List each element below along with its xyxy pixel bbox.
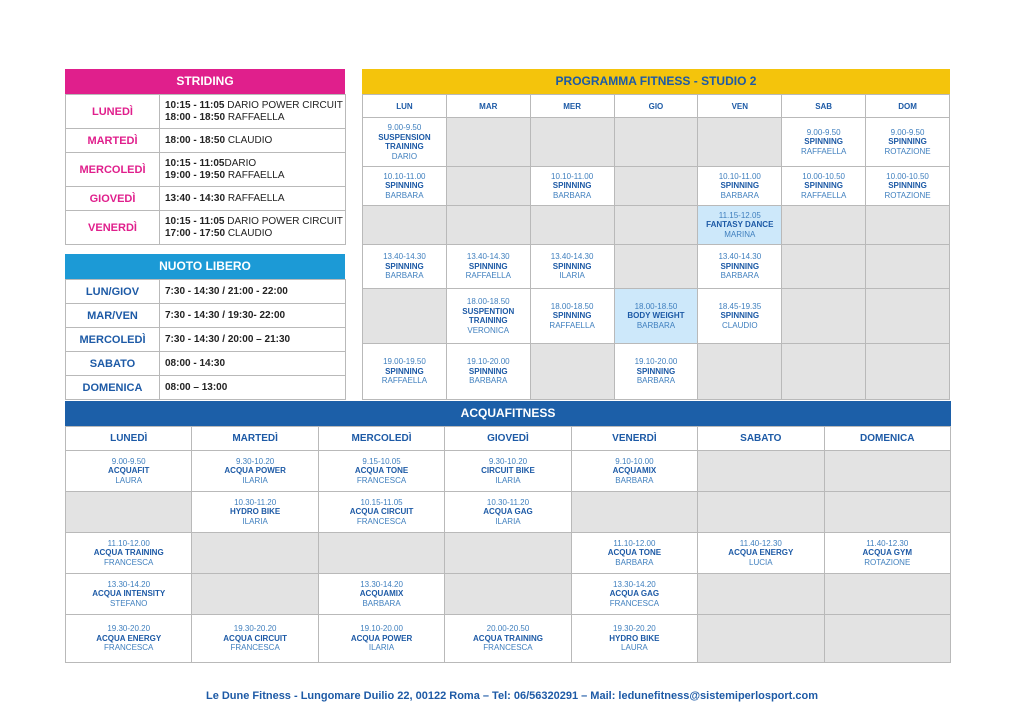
slot-time: 19.30-20.20	[233, 624, 277, 634]
slot-time: 10.10-11.00	[718, 171, 761, 181]
slot-time: 19.10-20.00	[466, 357, 510, 367]
acqua-day-header: MERCOLEDÌ	[318, 427, 444, 451]
slot-time: 18.45-19.35	[718, 301, 762, 311]
slot-class: ACQUA TRAINING	[473, 633, 543, 643]
nuoto-row	[66, 376, 346, 400]
striding-line	[165, 216, 345, 228]
instructor-name: DARIO	[224, 157, 257, 169]
slot-time: 9.00-9.50	[806, 127, 841, 137]
empty-slot	[698, 118, 782, 167]
striding-times	[160, 211, 346, 245]
slot-class: ACQUA POWER	[224, 466, 286, 476]
slot-instructor: FRANCESCA	[356, 475, 407, 485]
slot-instructor: FRANCESCA	[104, 643, 154, 653]
studio-slot	[530, 289, 614, 344]
empty-slot	[698, 574, 824, 615]
slot-time: 9.00-9.50	[890, 127, 925, 137]
nuoto-day: LUN/GIOV	[66, 280, 160, 304]
class-time: 10:15 - 11:05	[165, 157, 225, 169]
slot-class: SPINNING	[888, 181, 927, 191]
slot-class: ACQUAMIX	[359, 589, 404, 599]
striding-line	[165, 193, 345, 205]
studio-slot	[782, 118, 866, 167]
empty-slot	[824, 615, 950, 663]
slot-instructor: ILARIA	[495, 475, 521, 485]
empty-slot	[824, 492, 950, 533]
slot-instructor: BARBARA	[552, 190, 592, 200]
acqua-slot	[318, 451, 444, 492]
slot-time: 11.40-12.30	[739, 538, 782, 548]
studio-slot	[614, 289, 698, 344]
acqua-row	[66, 533, 951, 574]
empty-slot	[698, 344, 782, 400]
slot-time: 10.30-11.20	[486, 497, 530, 507]
striding-table	[65, 94, 346, 245]
studio-day-header: MER	[530, 95, 614, 118]
nuoto-time: 7:30 - 14:30 / 21:00 - 22:00	[160, 280, 346, 304]
instructor-name: RAFFAELLA	[225, 169, 285, 181]
instructor-name: CLAUDIO	[225, 227, 273, 239]
studio2-table	[362, 94, 950, 400]
slot-time: 10.00-10.50	[886, 171, 929, 181]
acqua-slot	[824, 533, 950, 574]
nuoto-row	[66, 352, 346, 376]
empty-slot	[824, 451, 950, 492]
slot-time: 13.40-14.30	[718, 252, 762, 262]
studio-row	[363, 245, 950, 289]
studio-row	[363, 167, 950, 206]
slot-instructor: LUCIA	[749, 557, 773, 567]
acqua-slot	[318, 492, 444, 533]
nuoto-title: NUOTO LIBERO	[65, 254, 345, 279]
nuoto-time: 08:00 – 13:00	[160, 376, 346, 400]
acqua-row	[66, 615, 951, 663]
studio-row	[363, 206, 950, 245]
acqua-slot	[192, 451, 318, 492]
slot-time: 13.30-14.20	[613, 579, 656, 589]
slot-instructor: BARBARA	[615, 557, 654, 567]
striding-line	[165, 158, 345, 170]
studio-slot	[446, 344, 530, 400]
slot-class: SPINNING	[804, 137, 843, 147]
acqua-slot	[66, 451, 192, 492]
acqua-row	[66, 451, 951, 492]
empty-slot	[866, 344, 950, 400]
slot-time: 18.00-18.50	[466, 297, 510, 306]
empty-slot	[192, 574, 318, 615]
empty-slot	[782, 344, 866, 400]
instructor-name: DARIO POWER CIRCUIT	[224, 215, 343, 227]
acqua-slot	[571, 533, 697, 574]
empty-slot	[571, 492, 697, 533]
slot-time: 19.10-20.00	[634, 357, 678, 367]
slot-time: 18.00-18.50	[550, 301, 594, 311]
slot-instructor: BARBARA	[720, 271, 759, 281]
slot-instructor: BARBARA	[720, 190, 759, 200]
striding-section	[65, 69, 345, 245]
slot-instructor: RAFFAELLA	[465, 271, 511, 281]
slot-instructor: FRANCESCA	[356, 516, 407, 526]
nuoto-day: DOMENICA	[66, 376, 160, 400]
striding-line	[165, 135, 345, 147]
acqua-slot	[571, 451, 697, 492]
striding-day: MERCOLEDÌ	[66, 153, 160, 187]
studio-slot	[530, 167, 614, 206]
slot-class: ACQUA ENERGY	[96, 633, 162, 643]
slot-time: 13.40-14.30	[466, 252, 510, 262]
nuoto-row	[66, 280, 346, 304]
studio2-title: PROGRAMMA FITNESS - STUDIO 2	[362, 69, 950, 94]
nuoto-day: MAR/VEN	[66, 304, 160, 328]
slot-time: 19.30-20.20	[613, 624, 656, 634]
slot-class: BODY WEIGHT	[627, 311, 685, 321]
class-time: 13:40 - 14:30	[165, 192, 226, 204]
slot-instructor: ROTAZIONE	[864, 557, 911, 567]
acqua-row	[66, 574, 951, 615]
slot-instructor: FRANCESCA	[483, 643, 533, 653]
striding-row	[66, 129, 346, 153]
slot-time: 10.15-11.05	[360, 497, 403, 507]
slot-class: SPINNING	[385, 181, 424, 191]
slot-instructor: BARBARA	[385, 271, 424, 281]
empty-slot	[782, 206, 866, 245]
slot-class: SPINNING	[636, 366, 676, 376]
studio2-section	[362, 69, 950, 400]
slot-time: 9.15-10.05	[362, 456, 401, 466]
slot-time: 19.00-19.50	[383, 357, 426, 367]
slot-class: ACQUA INTENSITY	[92, 589, 166, 599]
slot-class: SPINNING	[385, 261, 424, 271]
slot-class: SPINNING	[385, 366, 424, 376]
empty-slot	[446, 118, 530, 167]
slot-class: ACQUAMIX	[612, 466, 657, 476]
slot-instructor: BARBARA	[385, 190, 424, 200]
striding-row	[66, 211, 346, 245]
nuoto-day: MERCOLEDÌ	[66, 328, 160, 352]
slot-class: HYDRO BIKE	[230, 507, 281, 517]
acqua-slot	[445, 615, 571, 663]
slot-instructor: FRANCESCA	[609, 598, 660, 608]
studio-slot	[446, 289, 530, 344]
studio-day-header: DOM	[866, 95, 950, 118]
class-time: 18:00 - 18:50	[165, 134, 226, 146]
acqua-slot	[445, 492, 571, 533]
acqua-day-header: MARTEDÌ	[192, 427, 318, 451]
slot-instructor: RAFFAELLA	[800, 190, 847, 200]
class-time: 19:00 - 19:50	[165, 169, 226, 181]
slot-time: 13.40-14.30	[383, 252, 426, 262]
nuoto-time: 08:00 - 14:30	[160, 352, 346, 376]
acqua-slot	[571, 615, 697, 663]
studio-slot	[698, 206, 782, 245]
slot-instructor: BARBARA	[636, 320, 676, 330]
striding-line	[165, 228, 345, 240]
slot-instructor: MARINA	[724, 229, 756, 239]
slot-class: SPINNING	[720, 181, 760, 191]
slot-time: 9.10-10.00	[615, 456, 654, 466]
acqua-day-header: DOMENICA	[824, 427, 950, 451]
slot-time: 11.10-12.00	[107, 538, 150, 548]
empty-slot	[363, 206, 447, 245]
slot-class: ACQUA TONE	[354, 466, 409, 476]
slot-class: SPINNING	[552, 261, 592, 271]
slot-instructor: RAFFAELLA	[549, 320, 595, 330]
studio-row	[363, 118, 950, 167]
acqua-title: ACQUAFITNESS	[65, 401, 951, 426]
slot-time: 9.00-9.50	[111, 456, 146, 466]
acqua-slot	[66, 615, 192, 663]
slot-time: 11.15-12.05	[718, 210, 761, 220]
footer-contact: Le Dune Fitness - Lungomare Duilio 22, 00122 Roma – Tel: 06/56320291 – Mail: ledunefitness@sistemiperlosport.com	[205, 690, 819, 702]
slot-time: 9.00-9.50	[387, 123, 422, 132]
studio-slot	[698, 289, 782, 344]
empty-slot	[698, 492, 824, 533]
empty-slot	[66, 492, 192, 533]
class-time: 10:15 - 11:05	[165, 99, 225, 111]
class-time: 17:00 - 17:50	[165, 227, 226, 239]
empty-slot	[698, 615, 824, 663]
studio-slot	[698, 245, 782, 289]
slot-time: 19.10-20.00	[360, 624, 403, 634]
slot-class: SPINNING	[468, 261, 508, 271]
class-time: 10:15 - 11:05	[165, 215, 225, 227]
empty-slot	[698, 451, 824, 492]
slot-time: 10.00-10.50	[802, 171, 845, 181]
studio-day-header: VEN	[698, 95, 782, 118]
slot-time: 18.00-18.50	[634, 301, 678, 311]
slot-instructor: VERONICA	[467, 325, 510, 335]
acqua-slot	[318, 615, 444, 663]
slot-class: ACQUA ENERGY	[728, 548, 794, 558]
slot-instructor: RAFFAELLA	[381, 376, 428, 386]
slot-class: SUSPENTION TRAINING	[462, 306, 515, 325]
empty-slot	[192, 533, 318, 574]
slot-class: ACQUA CIRCUIT	[223, 633, 287, 643]
instructor-name: CLAUDIO	[225, 134, 273, 146]
studio-row	[363, 344, 950, 400]
empty-slot	[614, 118, 698, 167]
empty-slot	[445, 574, 571, 615]
empty-slot	[866, 289, 950, 344]
empty-slot	[614, 206, 698, 245]
empty-slot	[318, 533, 444, 574]
slot-class: ACQUA TONE	[607, 548, 662, 558]
slot-instructor: BARBARA	[362, 598, 401, 608]
acqua-day-header: SABATO	[698, 427, 824, 451]
slot-class: SPINNING	[804, 181, 843, 191]
slot-instructor: FRANCESCA	[104, 557, 154, 567]
striding-times	[160, 129, 346, 153]
slot-time: 10.10-11.00	[383, 171, 426, 181]
acqua-table	[65, 426, 951, 663]
empty-slot	[866, 206, 950, 245]
acqua-day-header: GIOVEDÌ	[445, 427, 571, 451]
slot-class: SPINNING	[552, 181, 592, 191]
nuoto-section	[65, 254, 345, 400]
slot-instructor: LAURA	[621, 643, 648, 653]
nuoto-row	[66, 304, 346, 328]
striding-times	[160, 187, 346, 211]
slot-class: SPINNING	[720, 311, 760, 321]
striding-row	[66, 95, 346, 129]
striding-day: GIOVEDÌ	[66, 187, 160, 211]
slot-time: 10.10-11.00	[551, 171, 594, 181]
striding-day: VENERDÌ	[66, 211, 160, 245]
empty-slot	[446, 167, 530, 206]
empty-slot	[530, 118, 614, 167]
striding-day: LUNEDÌ	[66, 95, 160, 129]
studio-day-header: GIO	[614, 95, 698, 118]
striding-title: STRIDING	[65, 69, 345, 94]
acqua-slot	[66, 533, 192, 574]
slot-class: ACQUA GAG	[609, 589, 660, 599]
slot-time: 11.10-12.00	[613, 538, 656, 548]
empty-slot	[866, 245, 950, 289]
striding-times	[160, 153, 346, 187]
acqua-slot	[698, 533, 824, 574]
striding-times	[160, 95, 346, 129]
empty-slot	[530, 206, 614, 245]
empty-slot	[445, 533, 571, 574]
studio-slot	[782, 167, 866, 206]
slot-time: 9.30-10.20	[236, 456, 275, 466]
slot-class: SPINNING	[720, 261, 760, 271]
acqua-slot	[192, 615, 318, 663]
slot-time: 20.00-20.50	[486, 624, 530, 634]
slot-class: ACQUAFIT	[108, 466, 150, 476]
slot-instructor: RAFFAELLA	[800, 146, 847, 156]
studio-row	[363, 289, 950, 344]
studio-slot	[530, 245, 614, 289]
slot-instructor: ROTAZIONE	[884, 146, 931, 156]
studio-day-header: LUN	[363, 95, 447, 118]
slot-instructor: ROTAZIONE	[884, 190, 931, 200]
slot-time: 9.30-10.20	[488, 456, 528, 466]
studio-slot	[363, 118, 447, 167]
slot-instructor: DARIO	[391, 151, 418, 161]
empty-slot	[363, 289, 447, 344]
empty-slot	[782, 289, 866, 344]
slot-instructor: BARBARA	[636, 376, 676, 386]
acqua-row	[66, 492, 951, 533]
slot-instructor: ILARIA	[242, 516, 268, 526]
acqua-slot	[571, 574, 697, 615]
slot-class: ACQUA GAG	[483, 507, 533, 517]
slot-class: SPINNING	[468, 366, 508, 376]
slot-instructor: ILARIA	[242, 475, 268, 485]
nuoto-time: 7:30 - 14:30 / 20:00 – 21:30	[160, 328, 346, 352]
slot-class: HYDRO BIKE	[609, 633, 660, 643]
class-time: 18:00 - 18:50	[165, 111, 226, 123]
studio-slot	[614, 344, 698, 400]
slot-class: ACQUA POWER	[350, 633, 413, 643]
studio-day-header: SAB	[782, 95, 866, 118]
slot-class: CIRCUIT BIKE	[481, 466, 535, 476]
nuoto-day: SABATO	[66, 352, 160, 376]
studio-slot	[363, 245, 447, 289]
striding-line	[165, 170, 345, 182]
slot-time: 10.30-11.20	[234, 497, 277, 507]
studio-slot	[363, 167, 447, 206]
striding-line	[165, 112, 345, 124]
studio-slot	[698, 167, 782, 206]
instructor-name: DARIO POWER CIRCUIT	[224, 99, 343, 111]
slot-instructor: ILARIA	[495, 516, 521, 526]
empty-slot	[446, 206, 530, 245]
slot-instructor: ILARIA	[368, 643, 395, 653]
studio-slot	[363, 344, 447, 400]
slot-time: 13.30-14.20	[107, 579, 151, 589]
acqua-day-header: LUNEDÌ	[66, 427, 192, 451]
empty-slot	[614, 167, 698, 206]
nuoto-table	[65, 279, 346, 400]
slot-class: SUSPENSION TRAINING	[378, 132, 431, 151]
acqua-section	[65, 401, 951, 663]
striding-row	[66, 187, 346, 211]
empty-slot	[782, 245, 866, 289]
slot-instructor: STEFANO	[110, 598, 148, 608]
slot-class: ACQUA CIRCUIT	[349, 507, 414, 517]
acqua-slot	[318, 574, 444, 615]
slot-instructor: CLAUDIO	[722, 320, 758, 330]
slot-class: SPINNING	[888, 137, 927, 147]
striding-row	[66, 153, 346, 187]
instructor-name: RAFFAELLA	[225, 111, 285, 123]
nuoto-row	[66, 328, 346, 352]
studio-slot	[866, 118, 950, 167]
empty-slot	[530, 344, 614, 400]
studio-slot	[446, 245, 530, 289]
slot-instructor: ILARIA	[559, 271, 585, 281]
acqua-slot	[445, 451, 571, 492]
acqua-day-header: VENERDÌ	[571, 427, 697, 451]
striding-day: MARTEDÌ	[66, 129, 160, 153]
slot-instructor: BARBARA	[615, 475, 654, 485]
slot-class: FANTASY DANCE	[706, 220, 774, 230]
slot-class: ACQUA GYM	[862, 548, 912, 558]
empty-slot	[614, 245, 698, 289]
slot-class: SPINNING	[552, 311, 592, 321]
empty-slot	[824, 574, 950, 615]
slot-time: 13.40-14.30	[550, 252, 594, 262]
instructor-name: RAFFAELLA	[225, 192, 285, 204]
slot-time: 19.30-20.20	[107, 624, 151, 634]
slot-instructor: FRANCESCA	[230, 643, 280, 653]
striding-line	[165, 100, 345, 112]
acqua-slot	[66, 574, 192, 615]
slot-instructor: BARBARA	[469, 376, 508, 386]
studio-slot	[866, 167, 950, 206]
acqua-slot	[192, 492, 318, 533]
nuoto-time: 7:30 - 14:30 / 19:30- 22:00	[160, 304, 346, 328]
slot-class: ACQUA TRAINING	[93, 548, 164, 558]
slot-time: 13.30-14.20	[360, 579, 403, 589]
studio-day-header: MAR	[446, 95, 530, 118]
slot-time: 11.40-12.30	[866, 538, 909, 548]
slot-instructor: LAURA	[115, 475, 143, 485]
